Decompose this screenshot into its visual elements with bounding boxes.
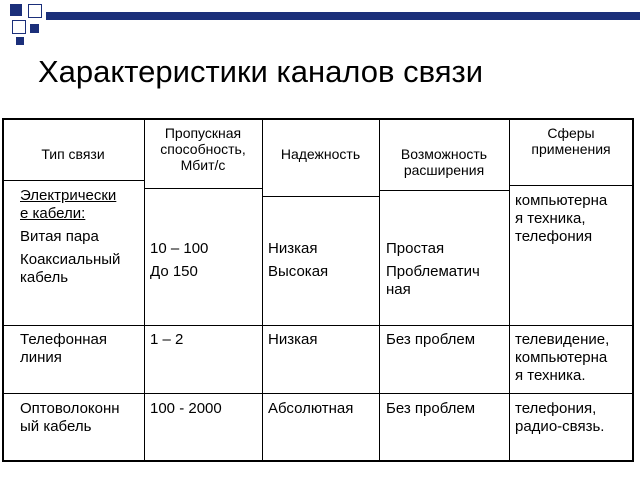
slide-title: Характеристики каналов связи	[38, 54, 484, 89]
table-cell-applications: компьютерна я техника, телефония	[515, 192, 608, 245]
table-border	[2, 460, 634, 462]
header-bandwidth: Пропускная способность, Мбит/с	[160, 125, 246, 173]
column-divider	[262, 118, 263, 461]
table-cell-expansion: Без проблем	[386, 331, 476, 348]
table-cell-type: Оптоволоконн ый кабель	[20, 400, 120, 435]
table-cell-applications: телефония, радио-связь.	[515, 400, 605, 435]
row-divider	[2, 325, 633, 326]
table-cell-bandwidth: 1 – 2	[150, 331, 184, 348]
table-cell-type: Телефонная линия	[20, 331, 107, 366]
header-reliability: Надежность	[280, 146, 361, 162]
table-cell-bandwidth: 100 - 2000	[150, 400, 222, 417]
table-cell-reliability: Низкая	[268, 331, 318, 348]
row-divider	[2, 180, 144, 181]
table-cell-expansion: Без проблем	[386, 400, 476, 417]
row-divider	[509, 185, 633, 186]
column-divider	[509, 118, 510, 461]
row-divider	[144, 188, 262, 189]
table-cell-expansion: Простая Проблематич ная	[386, 240, 480, 298]
row-divider	[2, 393, 633, 394]
header-type: Тип связи	[41, 146, 105, 162]
header-expansion: Возможность расширения	[400, 146, 488, 178]
row-divider	[262, 196, 379, 197]
table-cell-type: Электрически е кабели: Витая пара Коаксиальный кабель	[20, 187, 121, 286]
table-cell-applications: телевидение, компьютерна я техника.	[515, 331, 610, 384]
table-cell-reliability: Низкая Высокая	[268, 240, 329, 280]
table-border	[2, 118, 634, 120]
header-applications: Сферы применения	[531, 125, 611, 157]
table-cell-bandwidth: 10 – 100 До 150	[150, 240, 209, 280]
row-divider	[379, 190, 509, 191]
table-border	[2, 118, 4, 461]
table-cell-reliability: Абсолютная	[268, 400, 354, 417]
